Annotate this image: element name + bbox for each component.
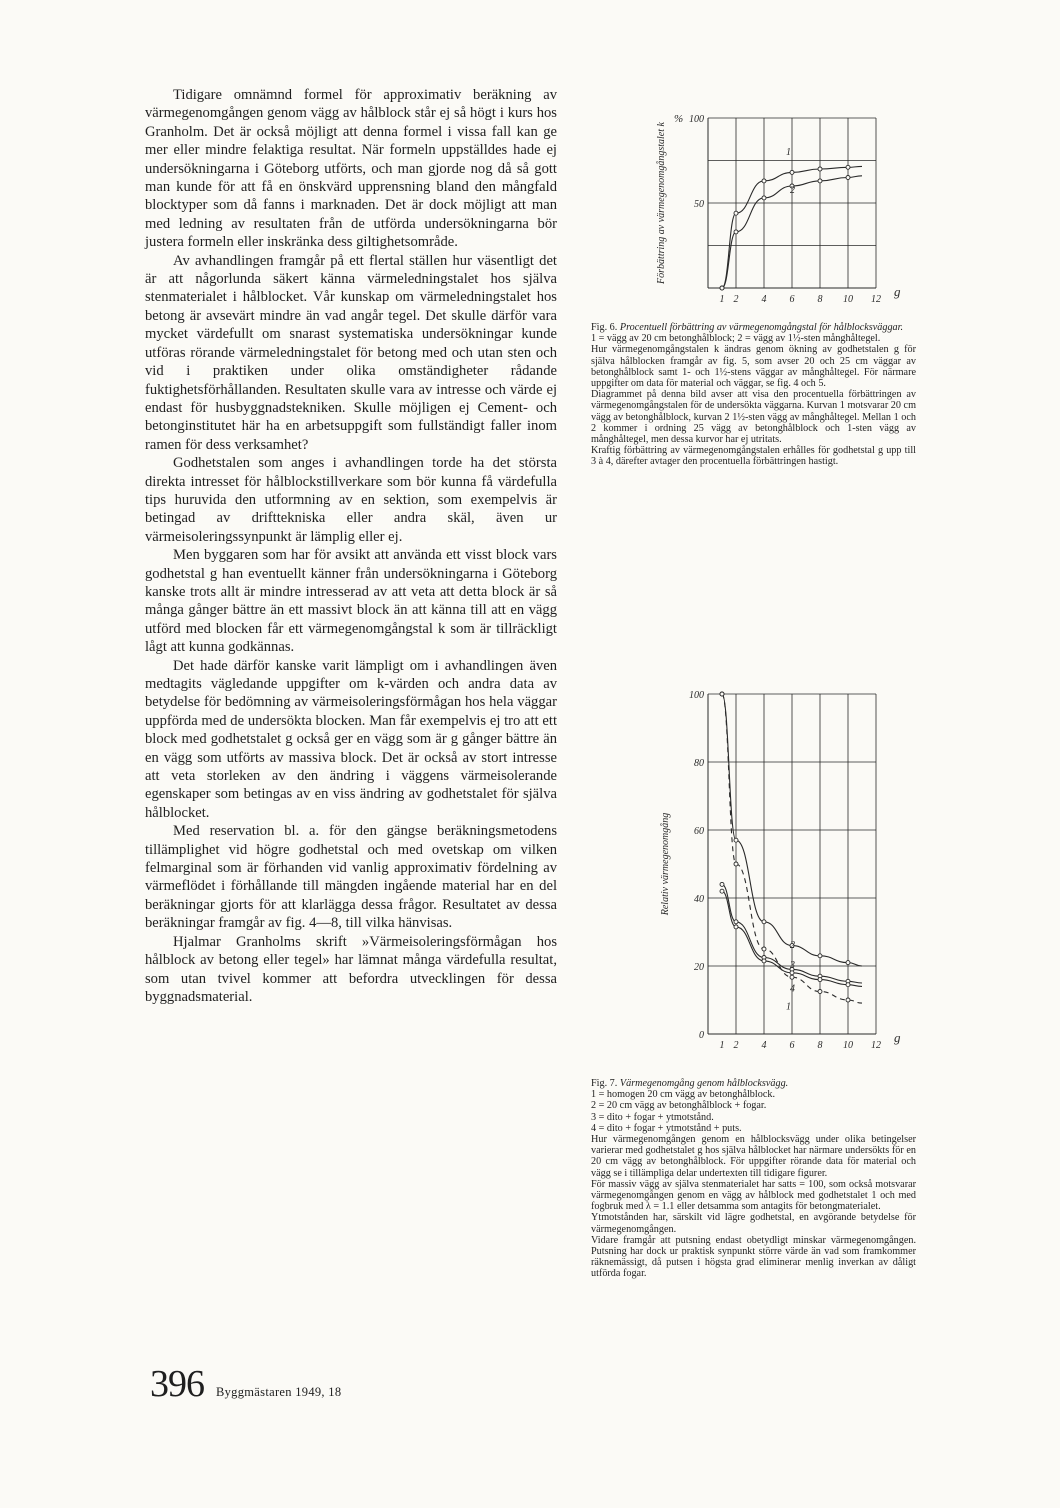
data-point [734, 920, 738, 924]
data-point [818, 167, 822, 171]
y-tick-label: 0 [699, 1030, 704, 1041]
data-point [790, 975, 794, 979]
fig6-chart [640, 100, 930, 310]
data-point [762, 179, 766, 183]
caption-line: 4 = dito + fogar + ytmotstånd + puts. [591, 1122, 742, 1134]
paragraph: Med reservation bl. a. för den gängse beräkningsmetodens tillämplighet vid högre godhetstal och med ovetskap om vilken felmarginal som är förhanden vid vanlig approximativ fördelning av värmeflödet i förhållande till mängden ingående material har en del beräkningar gjorts för att klarlägga dessa frågor. Resultatet av dessa beräkningar framgår av fig. 4—8, till vilka hänvisas. [145, 823, 557, 932]
caption-line: För massiv vägg av själva stenmaterialet har satts = 100, som också motsvarar värmegenomgången genom en vägg av hålblock med godhetstalet 1 och med fogbruk med λ = 1.1 eller detsamma som antagits för betongmaterialet. [591, 1178, 916, 1213]
data-point [846, 165, 850, 169]
paragraph: Hjalmar Granholms skrift »Värmeisoleringsförmågan hos hålblock av betong eller tegel» har lämnat många värdefulla resultat, som utan tvivel kommer att befordra utvecklingen för dessa byggnadsmaterial. [145, 933, 557, 1005]
x-tick-label: 10 [843, 294, 853, 305]
series-label: 2 [790, 184, 795, 196]
data-point [720, 286, 724, 290]
paragraph: Tidigare omnämnd formel för approximativ beräkning av värmegenomgången genom vägg av hålblock står ej så högt i kurs hos Granholm. Det är också möjligt att denna formel i vissa fall kan ge mer eller mindre felaktiga resultat. När formeln uppställdes hade ej undersökningarna i Göteborg utförts, och man gjorde nog då så gott man kunde för att få en önskvärd upprensning bland den mångfald blocktyper som då fanns i marknaden. Det är dock möjligt att man med ledning av resultaten från de utförda undersökningarna bör justera formeln eller inskränka dess giltighetsområde. [145, 87, 557, 251]
data-point [818, 954, 822, 958]
data-point [734, 838, 738, 842]
data-point [846, 983, 850, 987]
x-tick-label: 4 [761, 1040, 767, 1051]
x-tick-label: 2 [733, 1040, 739, 1051]
data-point [734, 230, 738, 234]
paragraph: Det hade därför kanske varit lämpligt om i avhandlingen även medtagits vägledande uppgifter om k-värden och andra data av betydelse för bedömning av värmeisoleringsförmågan hos hela väggar uppförda med de undersökta blocken. Man får exempelvis ej tro att ett block med godhetstalet g också ger en vägg som är g gånger bättre än en vägg som utförts av massiva block. Det är också av stort intresse att veta storleken av den ändring i väggens värmeisolerande egenskaper som betingas av en viss ändring av godhetstalet för själva hålblocket. [145, 657, 557, 821]
caption-line: 2 = 20 cm vägg av betonghålblock + fogar. [591, 1100, 767, 1112]
fig7-caption-heading [591, 1078, 916, 1089]
fig6-caption-heading [591, 322, 916, 333]
x-tick-label: 4 [761, 294, 767, 305]
data-point [846, 961, 850, 965]
series-label: 4 [790, 983, 795, 995]
fig7-chart [640, 682, 930, 1072]
data-point [762, 959, 766, 963]
y-tick-label: 50 [694, 199, 704, 210]
x-tick-label: 6 [789, 294, 795, 305]
data-point [762, 920, 766, 924]
series-label: 2 [790, 939, 795, 951]
paragraph: Av avhandlingen framgår på ett flertal ställen hur väsentligt det är att någorlunda säkert känna värmeledningstalet hos själva stenmaterialet i hålblocket. Vår kunskap om värmeledningstalet hos betong är avsevärt mindre än vad angår tegel. Det skulle därför vara mycket värdefullt om snarast systematiska undersökningar kunde utföras rörande värmeledningstalet för betong med och utan sten och vid i praktiken under olika omständigheter rådande fuktighetsförhållanden. Resultaten skulle vara av intresse och värde ej endast för husbyggnadstekniken. Skulle möjligen ej Cement- och betonginstitutet här ha en arbetsuppgift som fullständigt faller inom ramen för dess verksamhet? [145, 252, 557, 453]
series-label: 3 [790, 960, 795, 972]
page-number: 396 [150, 1363, 204, 1405]
data-point [720, 882, 724, 886]
fig7-title: Värmegenomgång genom hålblocksvägg. [619, 1078, 789, 1089]
data-point [818, 978, 822, 982]
data-point [762, 196, 766, 200]
y-tick-label: 60 [694, 826, 704, 837]
series-label: 1 [786, 147, 791, 158]
caption-line: 1 = vägg av 20 cm betonghålblock; 2 = vägg av 1½-sten månghåltegel. [591, 333, 881, 345]
fig7-caption [591, 1078, 916, 1280]
data-point [846, 998, 850, 1002]
caption-line: Kraftig förbättring av värmegenomgångstalen erhålles för godhetstal g upp till 3 à 4, därefter avtager den procentuella förbättringen hastigt. [591, 445, 916, 468]
fig6-title: Procentuell förbättring av värmegenomgångstal för hålblocksväggar. [619, 322, 904, 333]
page-footer [150, 1362, 341, 1406]
x-tick-label: 1 [719, 294, 725, 305]
series-label: 1 [786, 1001, 791, 1013]
journal-reference: Byggmästaren 1949, 18 [216, 1385, 342, 1399]
y-tick-label: 20 [694, 962, 704, 973]
caption-line: 1 = homogen 20 cm vägg av betonghålblock. [591, 1089, 775, 1101]
caption-line: Hur värmegenomgången genom en hålblocksvägg under olika betingelser varierar med godhetstalet g hos själva hålblocket har närmare undersökts för en 20 cm vägg av betonghålblock. För uppgifter rörande data för material och vägg se i tillämpliga delar undertexten till tidigare figurer. [591, 1134, 916, 1179]
x-tick-label: 2 [733, 294, 739, 305]
x-axis-label: g [894, 1030, 901, 1045]
caption-line: Vidare framgår att putsning endast obetydligt minskar värmegenomgången. Putsning har dock ur praktisk synpunkt större värde än vad som framkommer räknemässigt, då putsen i högsta grad eliminerar menlig inverkan av dåligt utförda fogar. [591, 1234, 916, 1280]
caption-line: Diagrammet på denna bild avser att visa den procentuella förbättringen av värmegenomgångstalen för de undersökta väggarna. Kurvan 1 motsvarar 20 cm vägg av betonghålblock, kurvan 2 1½-sten vägg av månghåltegel. Mellan 1 och 2 kommer i ordning 25 vägg av betonghålblock och 1-sten vägg av månghåltegel, men dessa kurvor har ej utritats. [591, 389, 916, 446]
data-point [734, 862, 738, 866]
data-point [790, 170, 794, 174]
caption-line: 3 = dito + fogar + ytmotstånd. [591, 1111, 714, 1123]
x-tick-label: 6 [789, 1040, 795, 1051]
data-point [720, 692, 724, 696]
x-axis-label: g [894, 284, 901, 299]
data-point [790, 971, 794, 975]
caption-line: Hur värmegenomgångstalen k ändras genom ökning av godhetstalen g för själva hålblocken framgår av fig. 5, som avser 20 och 25 cm väggar av betonghålblock samt 1- och 1½-stens väggar av månghåltegel. För närmare uppgifter om data för material och väggar, se fig. 4 och 5. [591, 344, 916, 390]
data-point [734, 925, 738, 929]
fig7-label: Fig. 7. [591, 1078, 618, 1089]
x-tick-label: 12 [871, 294, 881, 305]
y-axis-label: Förbättring av värmegenomgångstalet k [656, 122, 667, 284]
y-axis-unit: % [674, 113, 684, 125]
x-tick-label: 1 [719, 1040, 725, 1051]
y-tick-label: 80 [694, 758, 704, 769]
x-tick-label: 8 [817, 294, 823, 305]
data-point [846, 176, 850, 180]
data-point [720, 889, 724, 893]
x-tick-label: 12 [871, 1040, 881, 1051]
data-point [818, 990, 822, 994]
data-point [734, 211, 738, 215]
y-tick-label: 100 [689, 114, 704, 125]
y-axis-label: Relativ värmegenomgång [660, 812, 671, 916]
data-point [762, 947, 766, 951]
paragraph: Godhetstalen som anges i avhandlingen torde ha det största direkta intresset för hålblockstillverkare som bör kunna få värdefulla tips huruvida den utformning av en sektion, som exempelvis är betingad av drifttekniska eller andra skäl, även ur värmeisoleringssynpunkt är lämplig eller ej. [145, 455, 557, 545]
data-point [818, 179, 822, 183]
y-tick-label: 40 [694, 894, 704, 905]
caption-line: Ytmotstånden har, särskilt vid lägre godhetstal, en avgörande betydelse för värmegenomgången. [591, 1212, 916, 1235]
x-tick-label: 8 [817, 1040, 823, 1051]
paragraph: Men byggaren som har för avsikt att använda ett visst block vars godhetstal g han eventuellt känner från undersökningarna i Göteborg kanske trots allt är mindre intresserad av att veta att detta block är så många gånger bättre än ett massivt block än att känna till att en vägg utförd med blocken får ett värmegenomgångstal k som är tillräckligt lågt att kunna godkännas. [145, 547, 557, 656]
article-body [145, 86, 557, 1006]
fig6-label: Fig. 6. [591, 322, 618, 333]
fig6-caption [591, 322, 916, 468]
y-tick-label: 100 [689, 690, 704, 701]
x-tick-label: 10 [843, 1040, 853, 1051]
